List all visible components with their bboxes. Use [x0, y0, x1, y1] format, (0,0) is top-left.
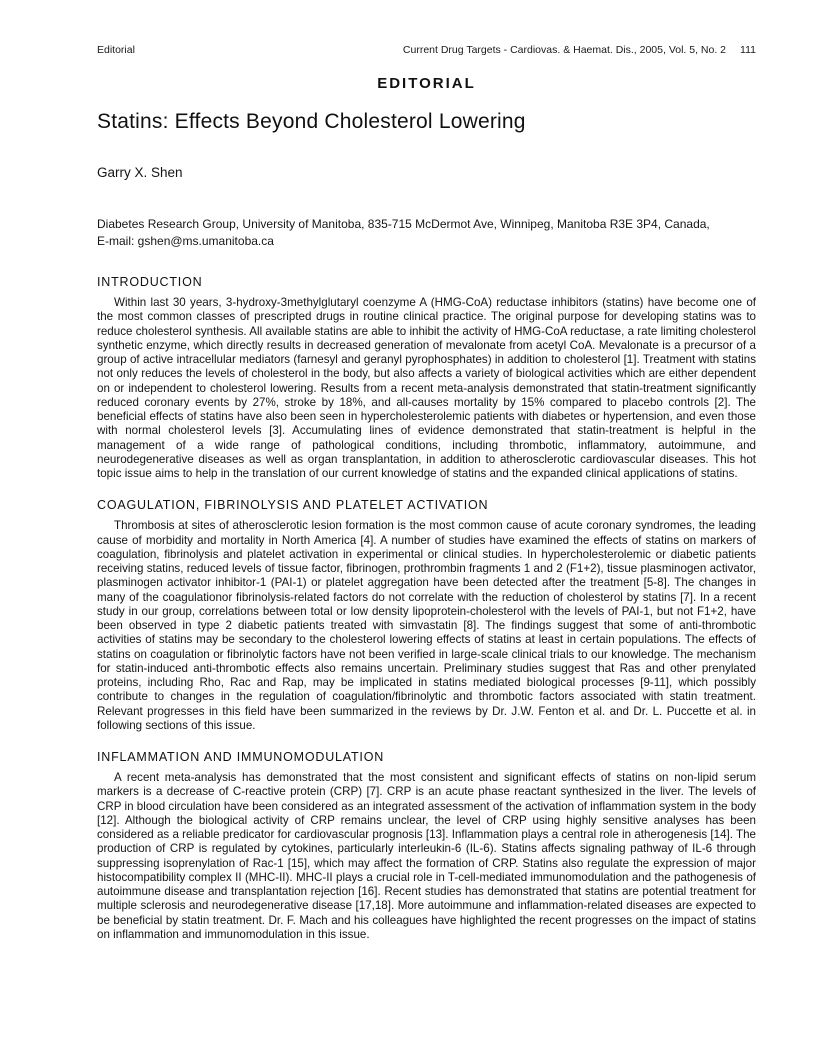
- page-number: 111: [740, 44, 756, 56]
- section-introduction: [97, 275, 756, 481]
- section-paragraph: Within last 30 years, 3-hydroxy-3methylglutaryl coenzyme A (HMG-CoA) reductase inhibitors (statins) have become one of the most common classes of prescripted drugs in routine clinical practice. The original purpose for developing statins was to reduce cholesterol synthesis. All available statins are able to inhibit the activity of HMG-CoA reductase, a rate limiting cholesterol synthetic enzyme, which directly results in decreased generation of mevalonate from acetyl CoA. Mevalonate is a precursor of a group of active intracellular mediators (farnesyl and geranyl pyrophosphates) in addition to cholesterol [1]. Treatment with statins not only reduces the levels of cholesterol in the body, but also affects a variety of biological activities which are either dependent on or independent to cholesterol lowering. Results from a recent meta-analysis demonstrated that statin-treatment significantly reduced coronary events by 27%, stroke by 18%, and all-causes mortality by 15% compared to placebo controls [2]. The beneficial effects of statins have also been seen in hypercholesterolemic patients with diabetes or hypertension, and even those with normal cholesterol levels [3]. Accumulating lines of evidence demonstrated that statin-treatment is helpful in the management of a wide range of pathological conditions, including thrombotic, inflammatory, autoimmune, and neurodegenerative diseases as well as organ transplantation, in addition to atherosclerotic cardiovascular diseases. This hot topic issue aims to help in the translation of our current knowledge of statins and the expanded clinical applications of statins.: [97, 296, 756, 481]
- section-heading-coagulation: COAGULATION, FIBRINOLYSIS AND PLATELET ACTIVATION: [97, 498, 489, 513]
- section-heading-introduction: INTRODUCTION: [97, 275, 203, 290]
- section-heading-inflammation: INFLAMMATION AND IMMUNOMODULATION: [97, 750, 385, 765]
- article-title: Statins: Effects Beyond Cholesterol Lowering: [97, 110, 526, 133]
- page-content: [97, 0, 756, 942]
- running-header-journal-citation: [403, 44, 756, 57]
- author-email: E-mail: gshen@ms.umanitoba.ca: [97, 234, 274, 249]
- journal-citation-text: Current Drug Targets - Cardiovas. & Haemat. Dis., 2005, Vol. 5, No. 2: [402, 44, 727, 56]
- section-paragraph: Thrombosis at sites of atherosclerotic lesion formation is the most common cause of acute coronary syndromes, the leading cause of morbidity and mortality in North America [4]. A number of studies have examined the effects of statins on markers of coagulation, fibrinolysis and platelet activation in experimental or clinical studies. In hypercholesterolemic or diabetic patients receiving statins, reduced levels of tissue factor, fibrinogen, prothrombin fragments 1 and 2 (F1+2), tissue plasminogen activator, plasminogen activator inhibitor-1 (PAI-1) or platelet aggregation have been detected after the treatment [5-8]. The changes in many of the coagulationor fibrinolysis-related factors do not correlate with the reduction of cholesterol by statins [7]. In a recent study in our group, correlations between total or low density lipoprotein-cholesterol with the levels of PAI-1, but not F1+2, have been observed in type 2 diabetic patients treated with simvastatin [8]. The findings suggest that some of anti-thrombotic activities of statins may be secondary to the cholesterol lowering effects of statins at least in certain populations. The effects of statins on coagulation or fibrinolytic factors have not been verified in large-scale clinical trials to our knowledge. The mechanism for statin-induced anti-thrombotic effects also remains uncertain. Preliminary studies suggest that Ras and other prenylated proteins, including Rho, Rac and Rap, may be implicated in statins mediated biological processes [9-11], which possibly contribute to changes in the regulation of coagulation/fibrinolytic and thrombotic factors associated with statin treatment. Relevant progresses in this field have been summarized in the reviews by Dr. J.W. Fenton et al. and Dr. L. Puccette et al. in following sections of this issue.: [97, 519, 756, 732]
- running-header-section-label: Editorial: [97, 44, 135, 56]
- section-paragraph: A recent meta-analysis has demonstrated that the most consistent and significant effects of statins on non-lipid serum markers is a decrease of C-reactive protein (CRP) [7]. CRP is an acute phase reactant synthesized in the liver. The levels of CRP in blood circulation have been considered as an integrated assessment of the activation of inflammation system in the body [12]. Although the biological activity of CRP remains unclear, the level of CRP using highly sensitive analyses has been considered as a reliable predicator for cardiovascular prognosis [13]. Inflammation plays a central role in atherogenesis [14]. The production of CRP is regulated by cytokines, particularly interleukin-6 (IL-6). Statins affects signaling pathway of IL-6 through suppressing isoprenylation of Rac-1 [15], which may affect the formation of CRP. Statins also regulate the expression of major histocompatibility complex II (MHC-II). MHC-II plays a crucial role in T-cell-mediated immunomodulation and the pathogenesis of autoimmune disease and transplantation rejection [16]. Recent studies has demonstrated that statins are potential treatment for multiple sclerosis and neurodegenerative disease [17,18]. More autoimmune and inflammation-related diseases are expected to be beneficial by statin treatment. Dr. F. Mach and his colleagues have highlighted the recent progresses on the impact of statins on inflammation and immunomodulation in this issue.: [97, 771, 756, 941]
- author-name: Garry X. Shen: [97, 165, 183, 181]
- author-affiliation: [97, 216, 756, 250]
- section-coagulation: [97, 498, 756, 733]
- section-inflammation: [97, 750, 756, 942]
- running-header: [97, 44, 756, 57]
- affiliation-line: Diabetes Research Group, University of Manitoba, 835-715 McDermot Ave, Winnipeg, Manitoba R3E 3P4, Canada,: [97, 217, 710, 232]
- article-type-heading: EDITORIAL: [377, 75, 476, 92]
